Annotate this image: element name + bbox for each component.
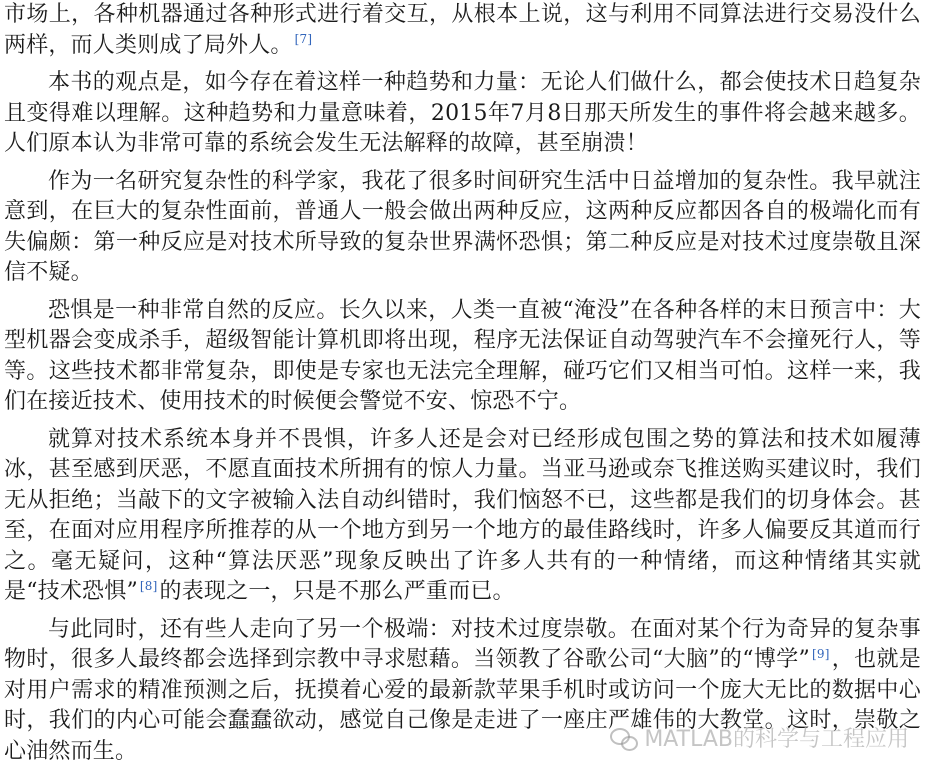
paragraph bbox=[4, 296, 921, 418]
paragraph-text: 本书的观点是，如今存在着这样一种趋势和力量：无论人们做什么，都会使技术日趋复杂且变得难以理解。这种趋势和力量意味着，2015年7月8日那天所发生的事件将会越来越多。人们原本认为非常可靠的系统会发生无法解释的故障，甚至崩溃！ bbox=[4, 70, 921, 156]
article-body bbox=[4, 0, 921, 774]
paragraph-text: 作为一名研究复杂性的科学家，我花了很多时间研究生活中日益增加的复杂性。我早就注意到，在巨大的复杂性面前，普通人一般会做出两种反应，这两种反应都因各自的极端化而有失偏颇：第一种反应是对技术所导致的复杂世界满怀恐惧；第二种反应是对技术过度崇敬且深信不疑。 bbox=[4, 168, 921, 285]
paragraph bbox=[4, 615, 921, 768]
paragraph-text: ，也就是对用户需求的精准预测之后，抚摸着心爱的最新款苹果手机时或访问一个庞大无比的数据中心时，我们的内心可能会蠢蠢欲动，感觉自己像是走进了一座庄严雄伟的大教堂。这时，崇敬之心油然而生。 bbox=[4, 647, 921, 764]
paragraph-text: 的表现之一，只是不那么严重而已。 bbox=[159, 579, 515, 604]
paragraph bbox=[4, 68, 921, 160]
paragraph bbox=[4, 425, 921, 608]
paragraph-text: 就算对技术系统本身并不畏惧，许多人还是会对已经形成包围之势的算法和技术如履薄冰，甚至感到厌恶，不愿直面技术所拥有的惊人力量。当亚马逊或奈飞推送购买建议时，我们无从拒绝；当敲下的文字被输入法自动纠错时，我们恼怒不已，这些都是我们的切身体会。甚至，在面对应用程序所推荐的从一个地方到另一个地方的最佳路线时，许多人偏要反其道而行之。毫无疑问，这种“算法厌恶”现象反映出了许多人共有的一种情绪，而这种情绪其实就是“技术恐惧” bbox=[4, 426, 921, 604]
footnote-ref-link[interactable]: [7] bbox=[294, 32, 313, 47]
footnote-ref-link[interactable]: [9] bbox=[812, 646, 830, 661]
paragraph bbox=[4, 167, 921, 289]
paragraph-text: 市场上，各种机器通过各种形式进行着交互，从根本上说，这与利用不同算法进行交易没什么两样，而人类则成了局外人。 bbox=[4, 2, 921, 58]
watermark-text: MATLAB的科学与工程应用 bbox=[644, 727, 909, 752]
footnote-ref-link[interactable]: [8] bbox=[139, 578, 158, 593]
paragraph-text: 恐惧是一种非常自然的反应。长久以来，人类一直被“淹没”在各种各样的末日预言中：大型机器会变成杀手，超级智能计算机即将出现，程序无法保证自动驾驶汽车不会撞死行人，等等。这些技术都非常复杂，即使是专家也无法完全理解，碰巧它们又相当可怕。这样一来，我们在接近技术、使用技术的时候便会警觉不安、惊恐不宁。 bbox=[4, 297, 921, 414]
paragraph-text: 与此同时，还有些人走向了另一个极端：对技术过度崇敬。在面对某个行为奇异的复杂事物时，很多人最终都会选择到宗教中寻求慰藉。当领教了谷歌公司“大脑”的“博学” bbox=[4, 616, 921, 672]
paragraph bbox=[4, 0, 921, 61]
